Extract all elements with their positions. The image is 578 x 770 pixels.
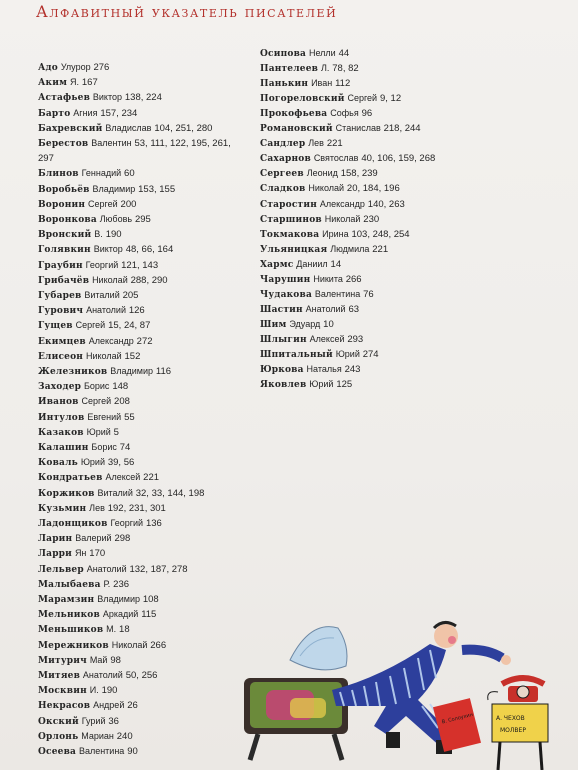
page-numbers: 121, 143: [121, 259, 159, 271]
author-given-name: Юрий: [309, 379, 334, 390]
page-numbers: 112: [335, 78, 351, 90]
page-numbers: 140, 263: [367, 198, 405, 210]
page-numbers: 236: [113, 578, 130, 590]
author-given-name: Р.: [103, 578, 111, 589]
page-numbers: 148: [112, 381, 129, 393]
page-numbers: 240: [116, 730, 133, 742]
author-surname: Блинов: [38, 169, 79, 180]
author-surname: Кузьмин: [38, 503, 87, 514]
index-entry: [38, 670, 157, 682]
page-numbers: 116: [155, 366, 172, 377]
author-surname: Заходер: [38, 382, 82, 393]
author-given-name: Валентин: [91, 138, 132, 148]
author-given-name: Виктор: [92, 92, 123, 103]
author-given-name: Борис: [91, 442, 117, 452]
index-entry: [260, 334, 363, 346]
page-title: Алфавитный указатель писателей: [36, 3, 338, 21]
index-entry: [260, 153, 435, 165]
index-entry: [260, 108, 372, 120]
index-entry: [38, 108, 137, 120]
page-numbers: 266: [150, 639, 167, 651]
page-numbers: 170: [89, 548, 106, 560]
index-entry: [38, 92, 162, 104]
index-entry: [38, 153, 54, 165]
author-surname: Старшинов: [260, 214, 322, 225]
page-numbers: 90: [127, 746, 138, 757]
author-given-name: Николай: [324, 213, 361, 224]
index-entry: [260, 259, 341, 271]
book-label: В. Солоухин: [441, 711, 474, 726]
page-numbers: 293: [347, 333, 364, 345]
page-numbers: 74: [119, 442, 131, 453]
index-entry: [38, 548, 105, 560]
page-numbers: 55: [124, 411, 135, 423]
page-numbers: 10: [323, 318, 334, 330]
page-numbers: 108: [142, 594, 159, 605]
author-given-name: Александр: [319, 198, 365, 209]
index-entry: [38, 275, 168, 287]
page-numbers: 208: [114, 396, 130, 408]
page-numbers: 36: [108, 715, 119, 727]
index-entry: [38, 579, 129, 591]
index-entry: [38, 457, 134, 469]
author-given-name: Николай: [92, 274, 128, 285]
index-entry: [38, 184, 175, 196]
author-surname: Калашин: [38, 443, 89, 453]
page-numbers: 221: [326, 138, 343, 150]
author-surname: Чудакова: [260, 289, 312, 300]
page-numbers: 276: [93, 62, 110, 73]
page-numbers: 190: [101, 685, 118, 697]
index-entry: [260, 214, 379, 226]
page-numbers: 20, 184, 196: [346, 183, 400, 195]
side-table-drawing: [488, 678, 548, 770]
page-numbers: 136: [145, 518, 162, 529]
author-given-name: Сергей: [81, 396, 112, 407]
page-numbers: 60: [124, 168, 135, 180]
author-surname: Адо: [38, 63, 58, 73]
author-surname: Железников: [38, 367, 108, 377]
author-given-name: Май: [89, 654, 108, 665]
page-numbers: 104, 251, 280: [154, 122, 213, 134]
page-numbers: 157, 234: [100, 107, 138, 119]
author-surname: Воронкова: [38, 215, 97, 225]
author-surname: Ларин: [38, 534, 73, 545]
author-surname: Меньшиков: [38, 625, 104, 636]
index-entry: [38, 412, 135, 424]
author-surname: Иванов: [38, 397, 79, 408]
index-entry: [260, 364, 360, 376]
author-surname: Мережников: [38, 640, 109, 651]
author-given-name: Лев: [308, 138, 324, 149]
page-numbers: 96: [361, 108, 373, 120]
index-entry: [260, 138, 343, 150]
author-given-name: Александр: [88, 335, 134, 346]
author-surname: Сахарнов: [260, 154, 311, 165]
index-entry: [260, 168, 378, 180]
index-entry: [260, 78, 350, 90]
page-numbers: 44: [338, 48, 350, 59]
index-entry: [260, 304, 359, 316]
author-surname: Сергеев: [260, 169, 304, 180]
index-entry: [38, 229, 122, 241]
author-given-name: Виталий: [97, 487, 133, 498]
page-numbers: 126: [128, 305, 145, 317]
author-given-name: Владимир: [92, 183, 136, 194]
page-numbers: 48, 66, 164: [125, 244, 174, 256]
author-given-name: Геннадий: [81, 168, 122, 179]
index-entry: [38, 427, 119, 439]
index-entry: [38, 731, 133, 743]
author-surname: Лельвер: [38, 564, 84, 575]
author-surname: Погореловский: [260, 94, 345, 105]
author-surname: Аким: [38, 78, 68, 89]
page-numbers: 230: [363, 213, 380, 225]
page-numbers: 26: [127, 700, 138, 712]
index-entry: [38, 640, 166, 652]
author-given-name: Никита: [313, 273, 343, 284]
author-surname: Шпитальный: [260, 350, 333, 360]
author-surname: Бахревский: [38, 123, 103, 134]
author-given-name: Анатолий: [86, 563, 127, 574]
index-entry: [38, 442, 130, 454]
author-given-name: Георгий: [110, 518, 144, 528]
page-numbers: 18: [119, 624, 130, 636]
author-given-name: Юрий: [335, 349, 360, 359]
page-numbers: 266: [345, 273, 362, 285]
author-given-name: Николай: [111, 639, 148, 650]
page-numbers: 53, 111, 122, 195, 261,: [134, 138, 231, 149]
author-given-name: Мариан: [81, 730, 114, 741]
page-numbers: 76: [363, 288, 374, 300]
author-surname: Граубин: [38, 260, 83, 271]
index-entry: [260, 289, 374, 301]
author-surname: Митурич: [38, 655, 87, 666]
index-entry: [38, 746, 138, 758]
index-entry: [38, 62, 109, 74]
index-entry: [38, 609, 156, 621]
author-given-name: Виталий: [84, 290, 120, 300]
page-numbers: 63: [348, 303, 360, 315]
page-numbers: 39, 56: [107, 457, 135, 469]
index-entry: [38, 594, 159, 606]
author-surname: Ульяницкая: [260, 244, 328, 255]
author-surname: Орлонь: [38, 731, 79, 742]
index-entry: [38, 533, 130, 545]
author-given-name: Николай: [308, 183, 345, 194]
author-given-name: Нелли: [308, 48, 336, 58]
illustration: [240, 620, 578, 770]
author-surname: Ладонщиков: [38, 519, 108, 529]
page-numbers: 15, 24, 87: [108, 320, 151, 332]
index-entry: [260, 319, 334, 331]
author-given-name: Борис: [83, 381, 110, 392]
page-numbers: 158, 239: [340, 168, 378, 180]
pillow-drawing: [290, 627, 347, 670]
author-given-name: Сергей: [75, 320, 106, 331]
index-entry: [38, 138, 231, 150]
author-surname: Чарушин: [260, 274, 311, 285]
author-given-name: Леонид: [306, 168, 338, 179]
index-entry: [260, 63, 359, 75]
index-entry: [38, 123, 212, 135]
index-entry: [260, 229, 410, 241]
author-given-name: Юрий: [86, 426, 111, 437]
author-given-name: Алексей: [105, 472, 141, 483]
author-given-name: Алексей: [309, 333, 345, 344]
author-surname: Малыбаева: [38, 579, 101, 590]
author-surname: Старостин: [260, 199, 317, 210]
author-surname: Некрасов: [38, 701, 91, 712]
author-given-name: Я.: [70, 77, 79, 88]
author-surname: Панькин: [260, 79, 309, 90]
page-numbers: 205: [122, 290, 139, 301]
author-given-name: Софья: [330, 108, 359, 119]
author-surname: Казаков: [38, 427, 84, 438]
page-numbers: 5: [113, 426, 119, 438]
index-entry: [38, 472, 159, 484]
author-given-name: Агния: [73, 107, 98, 118]
index-entry: [38, 77, 98, 89]
index-entry: [38, 260, 158, 272]
author-given-name: Лев: [89, 502, 105, 513]
index-entry: [38, 199, 136, 211]
author-given-name: Л.: [320, 63, 330, 74]
author-surname: Сандлер: [260, 139, 306, 150]
author-surname: Екимцев: [38, 336, 86, 347]
sign-line-1: А. ЧЕХОВ: [496, 715, 525, 722]
page-numbers: 272: [136, 335, 153, 347]
author-given-name: Святослав: [313, 153, 359, 164]
author-surname: Окский: [38, 716, 79, 727]
index-entry: [38, 624, 130, 636]
man-in-pajamas-drawing: [332, 622, 511, 754]
author-surname: Коржиков: [38, 488, 95, 499]
author-surname: Шлыгин: [260, 334, 307, 345]
author-surname: Елисеон: [38, 351, 84, 362]
author-given-name: Юрий: [80, 457, 105, 468]
author-surname: Токмакова: [260, 229, 320, 240]
author-surname: Голявкин: [38, 245, 91, 256]
author-surname: Прокофьева: [260, 109, 328, 120]
author-given-name: Сергей: [347, 93, 378, 104]
index-entry: [260, 93, 401, 105]
author-surname: Марамзин: [38, 595, 95, 605]
author-surname: Митяев: [38, 671, 81, 681]
author-given-name: Ирина: [322, 228, 349, 239]
author-given-name: Людмила: [330, 243, 370, 254]
author-given-name: Иван: [311, 78, 333, 89]
page-numbers: 40, 106, 159, 268: [361, 153, 436, 165]
page-numbers: 298: [114, 533, 131, 545]
author-given-name: В.: [94, 229, 103, 240]
index-entry: [38, 716, 119, 728]
index-entry: [38, 503, 166, 515]
page-numbers: 98: [110, 654, 121, 666]
author-given-name: Виктор: [93, 244, 123, 255]
index-entry: [38, 351, 140, 363]
author-surname: Воробьёв: [38, 184, 90, 195]
page-numbers: 297: [38, 153, 54, 165]
page-numbers: 14: [330, 258, 342, 270]
page-numbers: 103, 248, 254: [351, 228, 410, 240]
author-surname: Шим: [260, 319, 287, 330]
author-given-name: Сергей: [88, 198, 118, 209]
index-entry: [38, 366, 171, 378]
page-numbers: 152: [124, 350, 141, 362]
author-given-name: Николай: [85, 350, 122, 361]
page-numbers: 32, 33, 144, 198: [135, 487, 205, 499]
index-entry: [38, 488, 204, 500]
author-surname: Шастин: [260, 304, 303, 315]
page-numbers: 78, 82: [332, 63, 359, 75]
author-surname: Пантелеев: [260, 64, 319, 75]
index-entry: [38, 214, 151, 226]
page-numbers: 50, 256: [125, 670, 158, 681]
author-given-name: Евгений: [87, 411, 122, 422]
author-surname: Грибачёв: [38, 275, 90, 286]
author-given-name: Валентина: [78, 746, 125, 756]
author-surname: Интулов: [38, 412, 85, 423]
author-given-name: Валерий: [75, 533, 112, 544]
author-surname: Яковлев: [260, 380, 307, 391]
author-given-name: Владимир: [110, 366, 154, 376]
author-given-name: Анатолий: [305, 303, 346, 314]
author-given-name: М.: [106, 624, 117, 635]
author-surname: Романовский: [260, 124, 333, 135]
index-entry: [38, 700, 138, 712]
index-entry: [38, 518, 162, 530]
author-surname: Гущев: [38, 321, 73, 332]
author-given-name: Улурор: [60, 62, 91, 72]
author-surname: Воронин: [38, 199, 86, 210]
author-surname: Гурович: [38, 306, 84, 317]
author-given-name: Владимир: [97, 594, 140, 604]
author-surname: Мельников: [38, 610, 100, 621]
page-numbers: 190: [105, 229, 122, 241]
page-numbers: 221: [143, 472, 160, 484]
author-given-name: Георгий: [85, 259, 119, 270]
author-surname: Москвин: [38, 686, 87, 697]
index-entry: [38, 168, 135, 180]
index-entry: [38, 244, 173, 256]
author-given-name: И.: [89, 685, 99, 696]
page-numbers: 200: [120, 198, 137, 210]
sign-line-2: МОЛВЕР: [500, 727, 526, 734]
author-given-name: Эдуард: [289, 318, 321, 329]
author-given-name: Станислав: [335, 123, 381, 134]
author-surname: Коваль: [38, 458, 78, 469]
index-entry: [260, 379, 352, 391]
author-surname: Осеева: [38, 747, 77, 757]
page-numbers: 153, 155: [138, 183, 176, 195]
author-given-name: Владислав: [105, 122, 152, 133]
author-surname: Юркова: [260, 365, 304, 376]
author-given-name: Валентина: [314, 288, 361, 299]
author-given-name: Аркадий: [102, 609, 139, 620]
author-surname: Хармс: [260, 259, 294, 270]
author-surname: Сладков: [260, 184, 306, 195]
author-surname: Берестов: [38, 139, 89, 149]
author-given-name: Андрей: [93, 700, 125, 711]
index-entry: [38, 305, 145, 317]
author-surname: Кондратьев: [38, 473, 103, 484]
author-surname: Барто: [38, 108, 71, 119]
author-given-name: Наталья: [306, 364, 342, 375]
page-numbers: 295: [134, 214, 151, 225]
index-entry: [38, 320, 150, 332]
page-numbers: 221: [372, 243, 389, 255]
page-numbers: 167: [81, 77, 98, 89]
author-given-name: Даниил: [296, 258, 328, 269]
page-numbers: 132, 187, 278: [129, 563, 188, 575]
index-entry: [38, 381, 128, 393]
author-given-name: Анатолий: [86, 305, 126, 316]
page-numbers: 274: [362, 349, 379, 360]
page-numbers: 243: [344, 364, 361, 376]
index-entry: [260, 244, 388, 256]
index-entry: [260, 349, 379, 361]
index-entry: [260, 123, 421, 135]
author-given-name: Анатолий: [82, 670, 123, 680]
index-entry: [38, 685, 117, 697]
page-numbers: 9, 12: [379, 93, 402, 105]
page-numbers: 125: [336, 379, 353, 391]
index-entry: [38, 655, 121, 667]
author-surname: Астафьев: [38, 93, 91, 104]
author-surname: Осипова: [260, 49, 307, 59]
index-entry: [260, 48, 349, 60]
author-surname: Губарев: [38, 291, 82, 301]
page-numbers: 192, 231, 301: [107, 502, 166, 514]
index-entry: [260, 274, 362, 286]
index-entry: [38, 290, 138, 302]
index-entry: [38, 336, 153, 348]
index-entry: [260, 183, 400, 195]
index-entry: [38, 396, 130, 408]
page-numbers: 115: [141, 609, 157, 621]
author-given-name: Гурий: [81, 715, 106, 726]
author-surname: Вронский: [38, 230, 92, 241]
page-numbers: 218, 244: [383, 123, 421, 135]
page-numbers: 138, 224: [124, 92, 162, 104]
author-given-name: Любовь: [99, 214, 133, 224]
page-numbers: 288, 290: [130, 274, 168, 286]
author-given-name: Ян: [74, 548, 87, 559]
author-surname: Ларри: [38, 549, 73, 560]
index-entry: [38, 564, 188, 576]
index-entry: [260, 199, 405, 211]
